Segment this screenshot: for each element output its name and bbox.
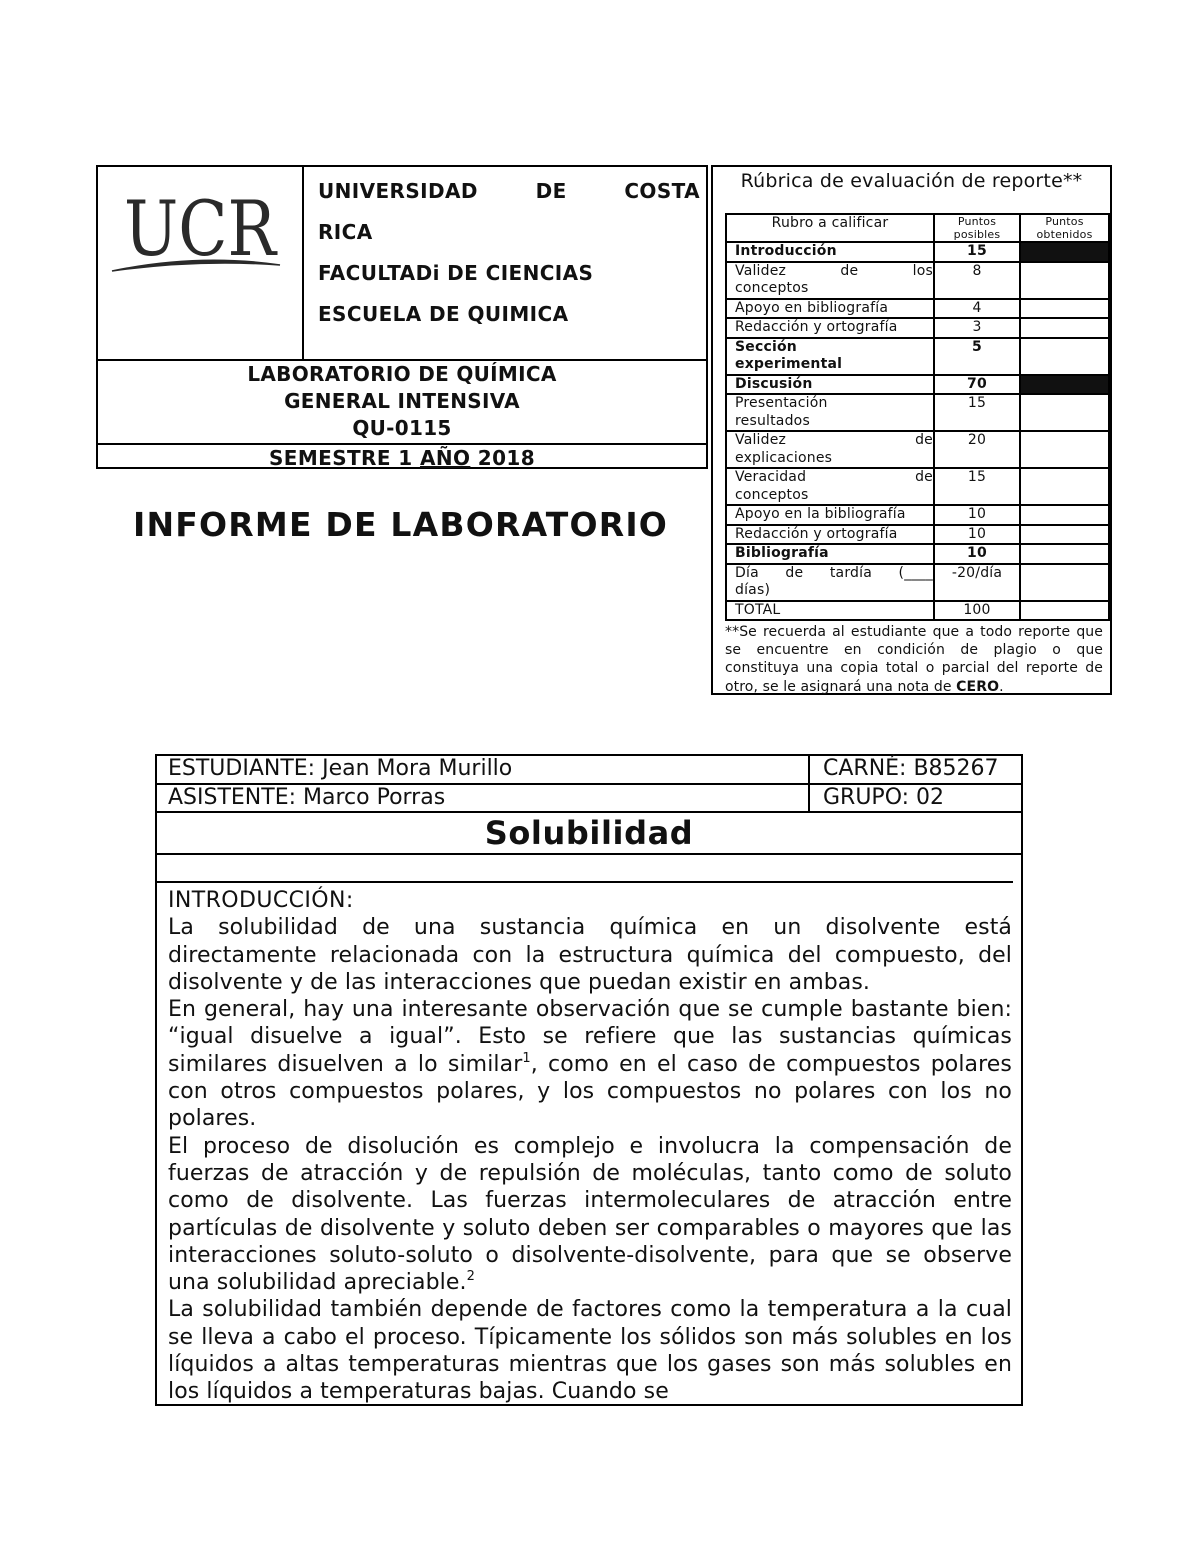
student-id: CARNÉ: B85267 — [823, 756, 999, 781]
rubric-row: Bibliografía 10 — [726, 544, 1109, 564]
topic-title: Solubilidad — [157, 813, 1021, 855]
logo-cell — [98, 167, 304, 359]
paragraph-4: La solubilidad también depende de factores como la temperatura a la cual se lleva a cabo el proceso. Típicamente los sólidos son más solubles en los líquidos a altas temperaturas mientras que los gases son más solubles en los líquidos a temperaturas bajas. Cuando se — [168, 1297, 1012, 1405]
rubric-row: Sección experimental 5 — [726, 338, 1109, 375]
ucr-logo-text: UCR — [124, 184, 279, 273]
points-obtained-cell — [1020, 375, 1109, 395]
faculty-name: FACULTADi DE CIENCIAS — [318, 261, 594, 285]
footnote-ref-2: 2 — [466, 1269, 475, 1285]
introduction-body — [168, 887, 1012, 1406]
assistant-row — [157, 785, 1021, 813]
points-obtained-cell — [1020, 468, 1109, 505]
report-title: INFORME DE LABORATORIO — [133, 505, 669, 544]
points-obtained-cell — [1020, 318, 1109, 338]
introduction-heading: INTRODUCCIÓN: — [168, 888, 354, 913]
points-obtained-cell — [1020, 564, 1109, 601]
header-block — [96, 165, 708, 469]
rubric-total-row: TOTAL 100 — [726, 601, 1109, 621]
rubric-row: Apoyo en la bibliografía 10 — [726, 505, 1109, 525]
points-obtained-cell — [1020, 338, 1109, 375]
blank-row — [157, 855, 1013, 883]
rubric-row: Apoyo en bibliografía 4 — [726, 299, 1109, 319]
rubric-row: Redacción y ortografía 10 — [726, 525, 1109, 545]
course-code: QU-0115 — [352, 416, 452, 440]
lab-name-cell — [98, 359, 706, 443]
paragraph-1: La solubilidad de una sustancia química en un disolvente está directamente relacionada con la estructura química del compuesto, del disolvente y de las interacciones que puedan existir en ambas. — [168, 915, 1012, 995]
rubric-row: Validez de los conceptos 8 — [726, 262, 1109, 299]
rubric-row: Veracidad de conceptos 15 — [726, 468, 1109, 505]
university-cell — [304, 167, 706, 359]
ucr-logo — [98, 167, 304, 359]
col-obtained-header: Puntos obtenidos — [1020, 214, 1109, 242]
rubric-row: Introducción 15 — [726, 242, 1109, 262]
rubric-row: Discusión 70 — [726, 375, 1109, 395]
rubric-row: Redacción y ortografía 3 — [726, 318, 1109, 338]
rubric-row: Día de tardía (____ días) -20/día — [726, 564, 1109, 601]
rubric-row: Presentación resultados 15 — [726, 394, 1109, 431]
rubric-title: Rúbrica de evaluación de reporte** — [740, 170, 1083, 192]
group-number: GRUPO: 02 — [823, 785, 945, 810]
student-row — [157, 756, 1021, 785]
points-obtained-cell — [1020, 262, 1109, 299]
university-line-1: UNIVERSIDAD DE COSTA — [318, 179, 700, 203]
student-name: ESTUDIANTE: Jean Mora Murillo — [157, 756, 810, 783]
points-obtained-cell — [1020, 242, 1109, 262]
lab-line-1: LABORATORIO DE QUÍMICA — [247, 362, 557, 386]
col-item-header: Rubro a calificar — [726, 214, 934, 242]
points-obtained-cell — [1020, 601, 1109, 621]
points-obtained-cell — [1020, 505, 1109, 525]
rubric-box — [711, 165, 1112, 695]
paragraph-3: El proceso de disolución es complejo e involucra la compensación de fuerzas de atracción y de repulsión de moléculas, tanto como de soluto como de disolvente. Las fuerzas intermoleculares de atracción entre partículas de disolvente y soluto deben ser comparables o mayores que las interacciones soluto-soluto o disolvente-disolvente, para que se observe una solubilidad apreciable.$^2$ — [168, 1133, 1012, 1296]
rubric-note: **Se recuerda al estudiante que a todo reporte que se encuentre en condición de plagio o que constituya una copia total o parcial del reporte de otro, se le asignará una nota de CERO. — [725, 624, 1103, 695]
semester-cell: SEMESTRE 1 AÑO 2018 — [98, 443, 706, 467]
points-obtained-cell — [1020, 544, 1109, 564]
paragraph-2: En general, hay una interesante observación que se cumple bastante bien: “igual disuelve a igual”. Esto se refiere que las sustancias químicas similares disuelven a lo similar$^1$, como en el caso de compuestos polares con otros compuestos polares, y los compuestos no polares con los no polares. — [168, 997, 1012, 1132]
student-table — [155, 754, 1023, 1406]
points-obtained-cell — [1020, 431, 1109, 468]
col-possible-header: Puntos posibles — [934, 214, 1020, 242]
points-obtained-cell — [1020, 299, 1109, 319]
lab-line-2: GENERAL INTENSIVA — [284, 389, 520, 413]
points-obtained-cell — [1020, 525, 1109, 545]
assistant-name: ASISTENTE: Marco Porras — [157, 785, 810, 811]
points-obtained-cell — [1020, 394, 1109, 431]
rubric-row: Validez de explicaciones 20 — [726, 431, 1109, 468]
university-line-2: RICA — [318, 220, 373, 244]
rubric-table — [725, 213, 1110, 621]
school-name: ESCUELA DE QUIMICA — [318, 302, 569, 326]
footnote-ref-1: 1 — [522, 1050, 531, 1066]
rubric-header-row — [726, 214, 1109, 242]
